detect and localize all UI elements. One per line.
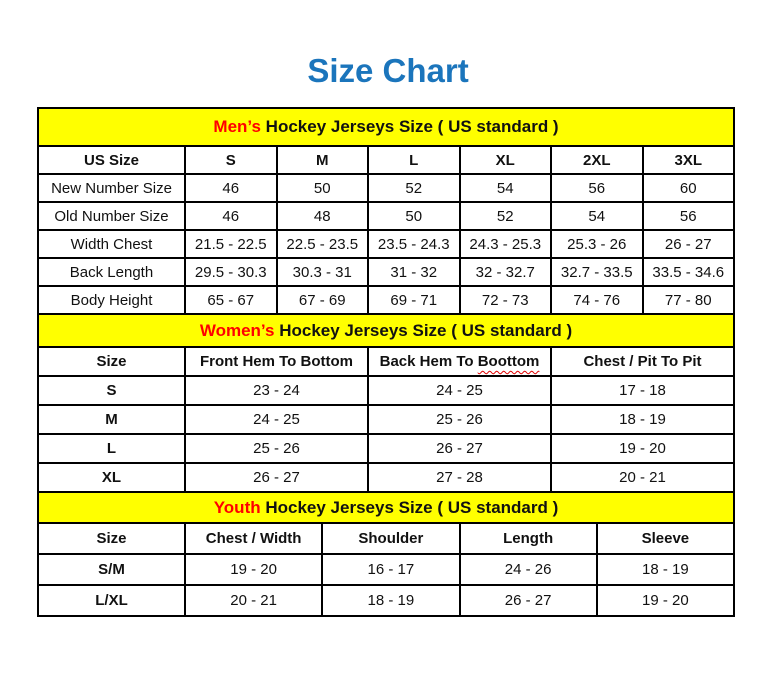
- size-value-cell: 25 - 26: [185, 434, 368, 463]
- size-value-cell: 72 - 73: [460, 286, 552, 314]
- size-value-cell: 16 - 17: [322, 554, 459, 585]
- youth-section: [37, 491, 735, 617]
- womens-header-red-text: Women’s: [199, 321, 275, 340]
- row-header-cell: M: [38, 405, 185, 434]
- size-value-cell: 60: [643, 174, 735, 202]
- column-header-cell: Length: [460, 523, 597, 554]
- column-header-cell: 3XL: [643, 146, 735, 174]
- column-header-cell: Size: [38, 523, 185, 554]
- column-header-cell: Chest / Width: [185, 523, 322, 554]
- mens-size-table: [37, 145, 735, 315]
- column-header-row: [38, 347, 734, 376]
- size-value-cell: 54: [551, 202, 643, 230]
- youth-section-header: [37, 491, 735, 524]
- mens-section: [37, 107, 735, 315]
- size-value-cell: 19 - 20: [185, 554, 322, 585]
- womens-header-text: Hockey Jerseys Size ( US standard ): [274, 321, 573, 340]
- mens-section-header: [37, 107, 735, 147]
- row-header-cell: Width Chest: [38, 230, 185, 258]
- size-value-cell: 56: [551, 174, 643, 202]
- row-header-cell: L/XL: [38, 585, 185, 616]
- size-value-cell: 20 - 21: [551, 463, 734, 492]
- column-header-cell: L: [368, 146, 460, 174]
- size-value-cell: 48: [277, 202, 369, 230]
- mens-header-text: Hockey Jerseys Size ( US standard ): [260, 117, 559, 136]
- size-value-cell: 24.3 - 25.3: [460, 230, 552, 258]
- size-value-cell: 24 - 25: [185, 405, 368, 434]
- size-value-cell: 21.5 - 22.5: [185, 230, 277, 258]
- womens-section-header: [37, 313, 735, 348]
- table-row: [38, 554, 734, 585]
- size-value-cell: 32 - 32.7: [460, 258, 552, 286]
- table-row: [38, 286, 734, 314]
- size-value-cell: 26 - 27: [460, 585, 597, 616]
- size-value-cell: 18 - 19: [322, 585, 459, 616]
- size-value-cell: 29.5 - 30.3: [185, 258, 277, 286]
- youth-header-text: Hockey Jerseys Size ( US standard ): [260, 498, 559, 517]
- column-header-row: [38, 523, 734, 554]
- table-row: [38, 202, 734, 230]
- column-header-cell: US Size: [38, 146, 185, 174]
- size-value-cell: 17 - 18: [551, 376, 734, 405]
- column-header-cell: XL: [460, 146, 552, 174]
- size-value-cell: 46: [185, 174, 277, 202]
- size-value-cell: 22.5 - 23.5: [277, 230, 369, 258]
- table-row: [38, 434, 734, 463]
- column-header-cell: Chest / Pit To Pit: [551, 347, 734, 376]
- size-chart: [37, 107, 735, 617]
- size-value-cell: 24 - 25: [368, 376, 551, 405]
- column-header-cell: Sleeve: [597, 523, 734, 554]
- size-value-cell: 50: [368, 202, 460, 230]
- size-value-cell: 25.3 - 26: [551, 230, 643, 258]
- size-value-cell: 19 - 20: [551, 434, 734, 463]
- size-value-cell: 32.7 - 33.5: [551, 258, 643, 286]
- table-row: [38, 376, 734, 405]
- table-row: [38, 585, 734, 616]
- page-title: Size Chart: [307, 52, 469, 89]
- misspelled-word: Boottom: [477, 353, 540, 370]
- size-value-cell: 26 - 27: [643, 230, 735, 258]
- mens-header-red-text: Men’s: [213, 117, 261, 136]
- size-value-cell: 26 - 27: [368, 434, 551, 463]
- size-value-cell: 18 - 19: [597, 554, 734, 585]
- size-value-cell: 26 - 27: [185, 463, 368, 492]
- size-value-cell: 31 - 32: [368, 258, 460, 286]
- column-header-row: [38, 146, 734, 174]
- column-header-cell: M: [277, 146, 369, 174]
- row-header-cell: L: [38, 434, 185, 463]
- row-header-cell: New Number Size: [38, 174, 185, 202]
- size-value-cell: 65 - 67: [185, 286, 277, 314]
- column-header-cell: Shoulder: [322, 523, 459, 554]
- row-header-cell: Body Height: [38, 286, 185, 314]
- size-value-cell: 56: [643, 202, 735, 230]
- table-row: [38, 230, 734, 258]
- size-value-cell: 69 - 71: [368, 286, 460, 314]
- youth-header-red-text: Youth: [213, 498, 261, 517]
- size-value-cell: 52: [368, 174, 460, 202]
- row-header-cell: XL: [38, 463, 185, 492]
- womens-size-table: [37, 346, 735, 493]
- table-row: [38, 258, 734, 286]
- size-value-cell: 18 - 19: [551, 405, 734, 434]
- size-value-cell: 30.3 - 31: [277, 258, 369, 286]
- row-header-cell: S: [38, 376, 185, 405]
- size-value-cell: 67 - 69: [277, 286, 369, 314]
- size-value-cell: 20 - 21: [185, 585, 322, 616]
- youth-size-table: [37, 522, 735, 617]
- row-header-cell: Back Length: [38, 258, 185, 286]
- size-value-cell: 33.5 - 34.6: [643, 258, 735, 286]
- size-value-cell: 27 - 28: [368, 463, 551, 492]
- size-value-cell: 54: [460, 174, 552, 202]
- size-value-cell: 24 - 26: [460, 554, 597, 585]
- table-row: [38, 463, 734, 492]
- size-value-cell: 19 - 20: [597, 585, 734, 616]
- size-value-cell: 74 - 76: [551, 286, 643, 314]
- row-header-cell: Old Number Size: [38, 202, 185, 230]
- table-row: [38, 405, 734, 434]
- size-value-cell: 77 - 80: [643, 286, 735, 314]
- column-header-cell: 2XL: [551, 146, 643, 174]
- size-value-cell: 23.5 - 24.3: [368, 230, 460, 258]
- womens-section: [37, 313, 735, 493]
- row-header-cell: S/M: [38, 554, 185, 585]
- column-header-cell: Back Hem To Boottom: [368, 347, 551, 376]
- size-value-cell: 23 - 24: [185, 376, 368, 405]
- size-value-cell: 25 - 26: [368, 405, 551, 434]
- column-header-cell: Front Hem To Bottom: [185, 347, 368, 376]
- column-header-cell: Size: [38, 347, 185, 376]
- size-value-cell: 46: [185, 202, 277, 230]
- table-row: [38, 174, 734, 202]
- size-value-cell: 50: [277, 174, 369, 202]
- column-header-cell: S: [185, 146, 277, 174]
- size-value-cell: 52: [460, 202, 552, 230]
